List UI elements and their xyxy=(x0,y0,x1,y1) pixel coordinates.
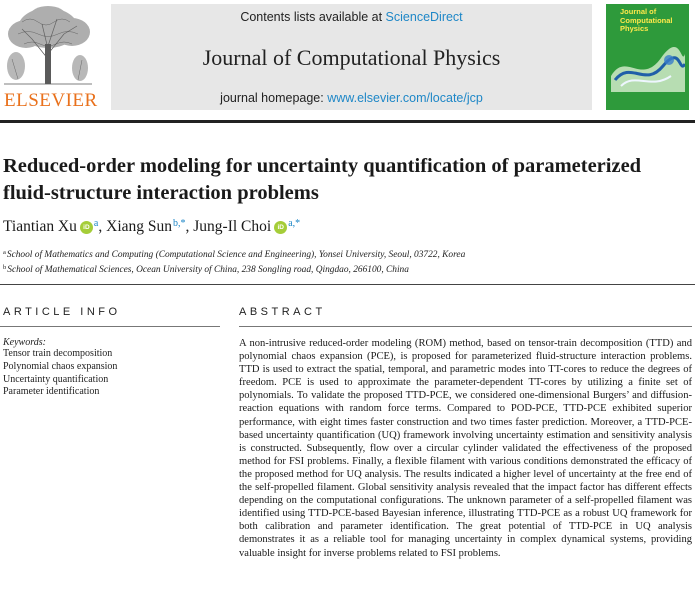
affiliation-label: a xyxy=(3,249,6,256)
elsevier-tree-icon xyxy=(2,4,94,86)
abstract-body: A non-intrusive reduced-order modeling (ROM) method, based on tensor-train decomposition (TTD) and polynomial chaos expansion (PCE), is proposed for parameterized fluid-structure interaction problems. TTD is used to extract the spatial, temporal, and parametric modes into TT-cores to reduce the degrees of freedom. PCE is used to approximate the parameter-dependent TT-cores by utilizing a finite set of polynomials. To validate the proposed TTD-PCE, we considered one-dimensional Burgers’ and diffusion-reaction equations with random force terms. Compared to POD-PCE, TTD-PCE exhibited superior performance, with eight times faster construction and two times faster prediction. Moreover, a TTD-PCE-based uncertainty quantification (UQ) framework involving uncertainty estimation and sensitivity analysis is constructed. Subsequently, flow over a circular cylinder validated the effectiveness of the proposed method for FSI problems. Finally, a flexible filament with various conditions demonstrated the efficacy of the proposed method for UQ analysis. The results indicated a higher level of uncertainty at the free end of the self-propelled filament. Global sensitivity analysis revealed that the impact factor has different effects depending on the computational configurations. The unknown parameter of a self-propelled filament was identified using TTD-PCE-based Bayesian inference, illustrating TTD-PCE as a robust UQ framework for both calibration and parameter identification. The great potential of TTD-PCE in UQ analysis demonstrates it as a reliable tool for managing uncertainty in complex dynamical systems, providing valuable insight for inverse problems related to FSI problems. xyxy=(239,338,692,559)
cover-title-line: Physics xyxy=(620,24,649,33)
affiliation-item xyxy=(3,262,693,277)
contents-line xyxy=(111,10,592,24)
keyword-item: Parameter identification xyxy=(3,386,100,398)
article-title: Reduced-order modeling for uncertainty quantification of parameterized fluid-structure interaction problems xyxy=(3,155,642,204)
header-divider xyxy=(0,120,695,123)
keywords-label: Keywords: xyxy=(3,337,46,348)
homepage-link[interactable]: www.elsevier.com/locate/jcp xyxy=(327,91,483,105)
journal-name: Journal of Computational Physics xyxy=(202,45,501,70)
journal-cover-thumbnail[interactable] xyxy=(606,4,689,110)
sciencedirect-link[interactable]: ScienceDirect xyxy=(385,10,463,24)
cover-title-line: Computational xyxy=(620,15,673,25)
journal-banner xyxy=(111,4,592,110)
affiliation-label: a, xyxy=(288,218,296,229)
keyword-item: Tensor train decomposition xyxy=(3,348,113,359)
elsevier-wordmark: ELSEVIER xyxy=(4,90,98,111)
author-name[interactable]: Jung-Il Choi xyxy=(193,218,272,235)
author-name[interactable]: Xiang Sun xyxy=(106,218,172,235)
keywords-list xyxy=(3,348,117,399)
affiliation-text: School of Mathematics and Computing (Computational Science and Engineering), Yonsei University, Seoul, 03722, Korea xyxy=(6,250,466,260)
author-affiliation-mark[interactable]: a xyxy=(93,218,99,229)
affiliation-label: b xyxy=(3,263,7,271)
cover-title xyxy=(620,8,686,34)
homepage-line xyxy=(111,91,592,105)
affiliation-item xyxy=(3,247,693,262)
section-divider xyxy=(0,284,695,285)
affiliations xyxy=(3,247,693,276)
journal-header xyxy=(0,0,695,120)
corresponding-author-mark[interactable]: * xyxy=(180,218,186,229)
keyword-item: Polynomial chaos expansion xyxy=(3,360,118,372)
article-info-heading: ARTICLE INFO xyxy=(3,306,121,318)
cover-art-image xyxy=(611,46,685,92)
author-separator: , xyxy=(98,218,103,235)
orcid-icon[interactable]: iD xyxy=(80,221,93,234)
author-affiliation-mark[interactable] xyxy=(288,218,300,229)
author-affiliation-mark[interactable] xyxy=(173,218,186,229)
article-info-rule xyxy=(0,326,220,327)
affiliation-label: b, xyxy=(173,218,181,229)
elsevier-logo[interactable] xyxy=(2,4,98,111)
corresponding-author-mark[interactable]: * xyxy=(295,218,301,229)
author-separator: , xyxy=(185,218,190,235)
affiliation-text: School of Mathematical Sciences, Ocean University of China, 238 Songling road, Qingdao, 266100, China xyxy=(7,264,409,275)
cover-title-line: Journal of xyxy=(620,7,657,16)
abstract-rule xyxy=(239,326,692,327)
author-name[interactable]: Tiantian Xu xyxy=(3,218,77,235)
keyword-item: Uncertainty quantification xyxy=(3,373,109,385)
homepage-prefix: journal homepage: xyxy=(220,91,328,105)
abstract-heading: ABSTRACT xyxy=(239,306,326,318)
contents-prefix: Contents lists available at xyxy=(240,10,386,24)
author-list xyxy=(3,218,693,236)
orcid-icon[interactable]: iD xyxy=(274,221,287,234)
